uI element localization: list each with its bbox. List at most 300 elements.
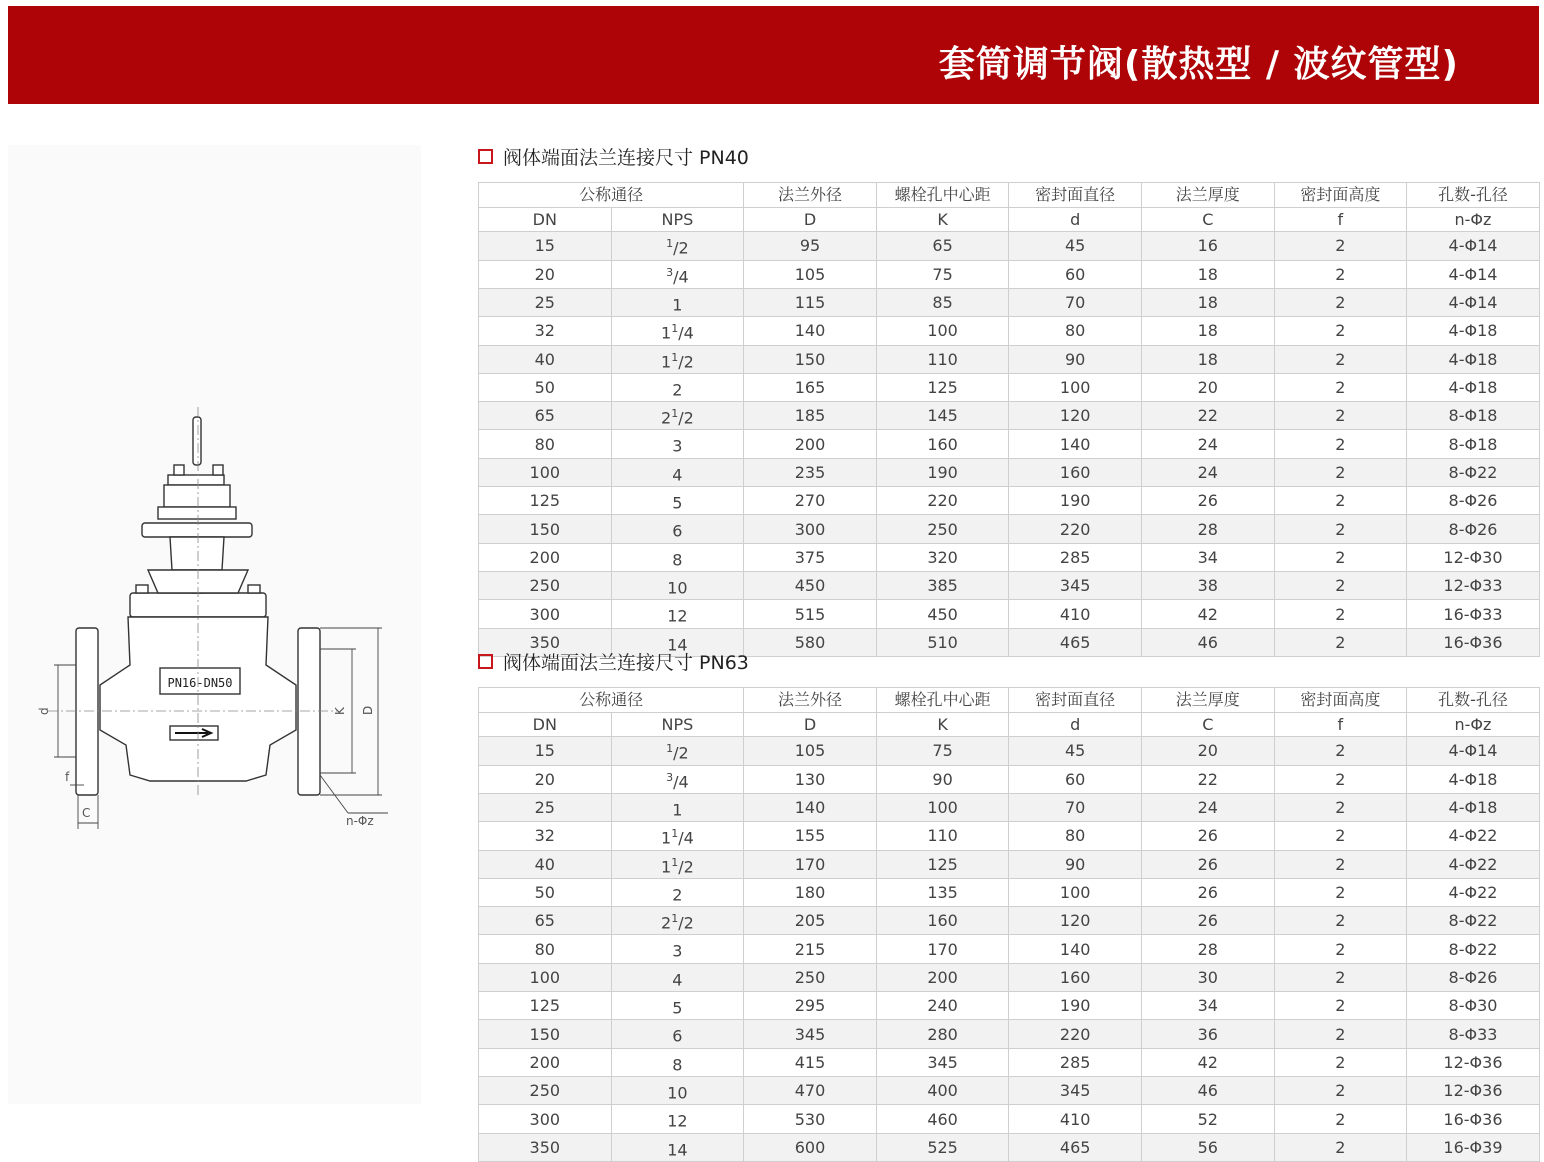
cell-nz: 4-Φ14 (1407, 260, 1540, 288)
cell-k: 65 (876, 232, 1009, 260)
cell-d: 205 (744, 907, 877, 935)
cell-nz: 4-Φ22 (1407, 822, 1540, 850)
cell-d: 345 (744, 1020, 877, 1048)
cell-dn: 200 (479, 1048, 612, 1076)
nps-numerator: 1 (671, 322, 679, 336)
header-cell: 螺栓孔中心距 (876, 688, 1009, 713)
cell-nz: 8-Φ33 (1407, 1020, 1540, 1048)
header-cell: C (1141, 207, 1274, 232)
cell-nps (611, 430, 744, 458)
nps-denominator: /2 (678, 351, 694, 371)
nps-whole: 12 (667, 1111, 688, 1131)
cell-c: 26 (1141, 907, 1274, 935)
cell-nz: 8-Φ22 (1407, 935, 1540, 963)
cell-nps (611, 765, 744, 793)
cell-f: 2 (1274, 515, 1407, 543)
cell-dn: 300 (479, 1105, 612, 1133)
cell-f: 2 (1274, 430, 1407, 458)
label-D: D (361, 705, 375, 715)
cell-nz: 8-Φ18 (1407, 430, 1540, 458)
nps-whole: 5 (672, 998, 683, 1018)
cell-f: 2 (1274, 822, 1407, 850)
nps-denominator: /2 (678, 913, 694, 933)
cell-d: 70 (1009, 288, 1142, 316)
cell-f: 2 (1274, 737, 1407, 765)
cell-c: 16 (1141, 232, 1274, 260)
cell-c: 22 (1141, 765, 1274, 793)
cell-f: 2 (1274, 543, 1407, 571)
cell-d: 415 (744, 1048, 877, 1076)
cell-nps (611, 963, 744, 991)
header-cell: 公称通径 (479, 688, 744, 713)
cell-f: 2 (1274, 1077, 1407, 1105)
header-cell: 孔数-孔径 (1407, 688, 1540, 713)
cell-k: 90 (876, 765, 1009, 793)
cell-f: 2 (1274, 963, 1407, 991)
label-holes: n-Φz (346, 814, 374, 828)
nps-numerator: 1 (671, 407, 679, 421)
cell-d: 410 (1009, 1105, 1142, 1133)
nps-numerator: 1 (671, 912, 679, 926)
cell-dn: 40 (479, 850, 612, 878)
cell-f: 2 (1274, 1133, 1407, 1161)
header-cell: 密封面直径 (1009, 183, 1142, 208)
cell-d: 150 (744, 345, 877, 373)
nps-numerator: 3 (666, 770, 674, 784)
cell-d: 90 (1009, 850, 1142, 878)
cell-nz: 8-Φ26 (1407, 963, 1540, 991)
cell-c: 18 (1141, 317, 1274, 345)
table-row (479, 1133, 1540, 1161)
checkbox-square-icon (478, 654, 493, 669)
cell-d: 530 (744, 1105, 877, 1133)
cell-dn: 25 (479, 793, 612, 821)
table-row (479, 487, 1540, 515)
nps-whole: 8 (672, 1055, 683, 1075)
checkbox-square-icon (478, 149, 493, 164)
nps-numerator: 1 (666, 237, 674, 251)
nps-numerator: 1 (671, 350, 679, 364)
cell-d: 215 (744, 935, 877, 963)
nps-whole: 2 (672, 885, 683, 905)
cell-k: 110 (876, 822, 1009, 850)
cell-d: 100 (1009, 373, 1142, 401)
nps-denominator: /2 (673, 743, 689, 763)
cell-nz: 4-Φ18 (1407, 317, 1540, 345)
cell-d: 600 (744, 1133, 877, 1161)
cell-d: 105 (744, 260, 877, 288)
cell-f: 2 (1274, 600, 1407, 628)
cell-d: 220 (1009, 515, 1142, 543)
header-cell: 密封面高度 (1274, 688, 1407, 713)
header-banner (8, 6, 1539, 104)
table-row (479, 963, 1540, 991)
cell-f: 2 (1274, 458, 1407, 486)
cell-nz: 8-Φ22 (1407, 458, 1540, 486)
header-cell: C (1141, 712, 1274, 737)
cell-nps (611, 515, 744, 543)
cell-f: 2 (1274, 260, 1407, 288)
cell-dn: 80 (479, 430, 612, 458)
cell-dn: 20 (479, 765, 612, 793)
cell-dn: 150 (479, 515, 612, 543)
header-cell: d (1009, 207, 1142, 232)
cell-nz: 12-Φ30 (1407, 543, 1540, 571)
table-row (479, 402, 1540, 430)
cell-c: 18 (1141, 260, 1274, 288)
header-cell: 法兰外径 (744, 183, 877, 208)
cell-d: 515 (744, 600, 877, 628)
cell-nps (611, 1048, 744, 1076)
cell-k: 320 (876, 543, 1009, 571)
cell-nps (611, 458, 744, 486)
cell-dn: 150 (479, 1020, 612, 1048)
cell-nps (611, 935, 744, 963)
header-cell: 法兰厚度 (1141, 688, 1274, 713)
nps-denominator: /4 (678, 323, 694, 343)
cell-c: 18 (1141, 345, 1274, 373)
cell-f: 2 (1274, 288, 1407, 316)
cell-nps (611, 992, 744, 1020)
cell-dn: 32 (479, 822, 612, 850)
cell-d: 155 (744, 822, 877, 850)
label-k: K (333, 707, 347, 715)
nps-whole: 10 (667, 578, 688, 598)
nps-numerator: 1 (671, 855, 679, 869)
cell-d: 190 (1009, 487, 1142, 515)
cell-d: 120 (1009, 402, 1142, 430)
cell-nps (611, 1105, 744, 1133)
cell-nps (611, 402, 744, 430)
cell-k: 145 (876, 402, 1009, 430)
cell-c: 18 (1141, 288, 1274, 316)
cell-nps (611, 345, 744, 373)
cell-f: 2 (1274, 765, 1407, 793)
cell-dn: 125 (479, 992, 612, 1020)
header-cell: n-Φz (1407, 207, 1540, 232)
cell-dn: 15 (479, 737, 612, 765)
cell-nz: 4-Φ14 (1407, 737, 1540, 765)
table-row (479, 288, 1540, 316)
cell-dn: 300 (479, 600, 612, 628)
header-cell: NPS (611, 712, 744, 737)
cell-d: 300 (744, 515, 877, 543)
cell-dn: 80 (479, 935, 612, 963)
valve-drawing (8, 145, 421, 1104)
cell-d: 285 (1009, 1048, 1142, 1076)
cell-f: 2 (1274, 907, 1407, 935)
cell-k: 125 (876, 850, 1009, 878)
cell-d: 140 (744, 317, 877, 345)
cell-c: 24 (1141, 458, 1274, 486)
cell-c: 20 (1141, 737, 1274, 765)
cell-k: 100 (876, 317, 1009, 345)
cell-dn: 350 (479, 628, 612, 656)
cell-d: 285 (1009, 543, 1142, 571)
cell-d: 90 (1009, 345, 1142, 373)
cell-d: 105 (744, 737, 877, 765)
cell-nz: 4-Φ14 (1407, 288, 1540, 316)
cell-d: 80 (1009, 317, 1142, 345)
cell-f: 2 (1274, 402, 1407, 430)
cell-d: 180 (744, 878, 877, 906)
cell-nps (611, 907, 744, 935)
cell-nz: 16-Φ36 (1407, 628, 1540, 656)
header-cell: 公称通径 (479, 183, 744, 208)
nps-whole: 8 (672, 550, 683, 570)
cell-k: 450 (876, 600, 1009, 628)
cell-dn: 100 (479, 963, 612, 991)
cell-k: 240 (876, 992, 1009, 1020)
cell-k: 345 (876, 1048, 1009, 1076)
table-row (479, 345, 1540, 373)
cell-d: 250 (744, 963, 877, 991)
cell-f: 2 (1274, 793, 1407, 821)
section-title-pn63 (478, 649, 749, 673)
cell-d: 120 (1009, 907, 1142, 935)
cell-c: 52 (1141, 1105, 1274, 1133)
cell-dn: 350 (479, 1133, 612, 1161)
cell-d: 160 (1009, 963, 1142, 991)
header-cell: DN (479, 712, 612, 737)
header-cell: n-Φz (1407, 712, 1540, 737)
cell-nz: 4-Φ18 (1407, 793, 1540, 821)
cell-d: 140 (1009, 935, 1142, 963)
table-row (479, 1020, 1540, 1048)
cell-d: 345 (1009, 1077, 1142, 1105)
cell-dn: 250 (479, 572, 612, 600)
table-row (479, 572, 1540, 600)
cell-d: 450 (744, 572, 877, 600)
cell-dn: 32 (479, 317, 612, 345)
cell-nz: 4-Φ14 (1407, 232, 1540, 260)
cell-k: 160 (876, 430, 1009, 458)
cell-k: 160 (876, 907, 1009, 935)
cell-c: 24 (1141, 430, 1274, 458)
nps-whole: 3 (672, 941, 683, 961)
cell-d: 270 (744, 487, 877, 515)
cell-f: 2 (1274, 1020, 1407, 1048)
cell-k: 460 (876, 1105, 1009, 1133)
cell-d: 185 (744, 402, 877, 430)
cell-c: 34 (1141, 992, 1274, 1020)
table-row (479, 600, 1540, 628)
cell-c: 36 (1141, 1020, 1274, 1048)
cell-d: 190 (1009, 992, 1142, 1020)
table-header-row (479, 712, 1540, 737)
cell-d: 235 (744, 458, 877, 486)
cell-nps (611, 878, 744, 906)
cell-nz: 16-Φ36 (1407, 1105, 1540, 1133)
cell-k: 75 (876, 737, 1009, 765)
cell-nps (611, 850, 744, 878)
cell-dn: 125 (479, 487, 612, 515)
bonnet-neck (170, 537, 224, 570)
cell-d: 115 (744, 288, 877, 316)
nps-whole: 1 (672, 800, 683, 820)
nps-numerator: 1 (666, 742, 674, 756)
section-title-pn40 (478, 144, 749, 168)
cell-nz: 8-Φ26 (1407, 487, 1540, 515)
cell-d: 410 (1009, 600, 1142, 628)
cell-k: 190 (876, 458, 1009, 486)
cell-d: 220 (1009, 1020, 1142, 1048)
cell-d: 60 (1009, 260, 1142, 288)
nps-whole: 2 (661, 913, 672, 933)
cell-d: 80 (1009, 822, 1142, 850)
header-cell: 孔数-孔径 (1407, 183, 1540, 208)
cell-c: 26 (1141, 487, 1274, 515)
header-cell: K (876, 712, 1009, 737)
cell-nz: 8-Φ26 (1407, 515, 1540, 543)
nps-whole: 6 (672, 521, 683, 541)
cell-d: 295 (744, 992, 877, 1020)
table-row (479, 1048, 1540, 1076)
cell-nz: 4-Φ18 (1407, 765, 1540, 793)
cell-nz: 12-Φ36 (1407, 1077, 1540, 1105)
cell-nps (611, 487, 744, 515)
table-row (479, 737, 1540, 765)
header-cell: d (1009, 712, 1142, 737)
table-row (479, 373, 1540, 401)
header-cell: K (876, 207, 1009, 232)
cell-k: 525 (876, 1133, 1009, 1161)
cell-d: 470 (744, 1077, 877, 1105)
section-title-text: 阀体端面法兰连接尺寸 PN63 (503, 651, 749, 674)
cell-dn: 40 (479, 345, 612, 373)
cell-d: 140 (1009, 430, 1142, 458)
cell-dn: 200 (479, 543, 612, 571)
cell-c: 26 (1141, 850, 1274, 878)
header-cell: f (1274, 207, 1407, 232)
yoke-top (168, 475, 224, 485)
cell-k: 170 (876, 935, 1009, 963)
page-title: 套筒调节阀(散热型 / 波纹管型) (938, 44, 1459, 85)
cell-f: 2 (1274, 572, 1407, 600)
cell-k: 125 (876, 373, 1009, 401)
cell-k: 85 (876, 288, 1009, 316)
table-row (479, 260, 1540, 288)
table-row (479, 992, 1540, 1020)
header-cell: 法兰外径 (744, 688, 877, 713)
header-cell: D (744, 712, 877, 737)
cell-c: 56 (1141, 1133, 1274, 1161)
valve-diagram-panel (8, 145, 421, 1104)
label-d: d (37, 707, 51, 715)
nps-denominator: /4 (673, 771, 689, 791)
cell-nps (611, 572, 744, 600)
cell-nps (611, 1020, 744, 1048)
table-row (479, 850, 1540, 878)
cell-c: 20 (1141, 373, 1274, 401)
cell-nps (611, 1133, 744, 1161)
cell-c: 28 (1141, 935, 1274, 963)
table-row (479, 458, 1540, 486)
table-header-row (479, 183, 1540, 208)
cell-dn: 50 (479, 373, 612, 401)
cell-dn: 25 (479, 288, 612, 316)
cell-c: 46 (1141, 628, 1274, 656)
cell-nps (611, 822, 744, 850)
nps-whole: 2 (672, 380, 683, 400)
cell-nps (611, 232, 744, 260)
right-flange (298, 628, 320, 795)
cell-dn: 250 (479, 1077, 612, 1105)
cell-c: 26 (1141, 822, 1274, 850)
nps-whole: 3 (672, 436, 683, 456)
header-cell: f (1274, 712, 1407, 737)
cell-c: 42 (1141, 600, 1274, 628)
yoke-body (164, 485, 230, 507)
nps-denominator: /2 (678, 408, 694, 428)
cell-d: 580 (744, 628, 877, 656)
cell-d: 345 (1009, 572, 1142, 600)
cell-c: 34 (1141, 543, 1274, 571)
cell-f: 2 (1274, 850, 1407, 878)
section-title-text: 阀体端面法兰连接尺寸 PN40 (503, 146, 749, 169)
cell-f: 2 (1274, 487, 1407, 515)
valve-stem (193, 417, 201, 465)
nameplate-text: PN16-DN50 (167, 676, 233, 690)
cell-nps (611, 373, 744, 401)
cell-f: 2 (1274, 935, 1407, 963)
cell-nz: 8-Φ30 (1407, 992, 1540, 1020)
header-cell: 法兰厚度 (1141, 183, 1274, 208)
cell-d: 165 (744, 373, 877, 401)
cell-nps (611, 317, 744, 345)
nps-denominator: /4 (678, 828, 694, 848)
header-cell: NPS (611, 207, 744, 232)
header-cell: 螺栓孔中心距 (876, 183, 1009, 208)
cell-nps (611, 260, 744, 288)
nps-whole: 1 (661, 351, 672, 371)
cell-c: 42 (1141, 1048, 1274, 1076)
cell-nz: 16-Φ33 (1407, 600, 1540, 628)
nps-whole: 1 (661, 856, 672, 876)
cell-k: 280 (876, 1020, 1009, 1048)
nps-whole: 14 (667, 635, 688, 655)
nps-whole: 2 (661, 408, 672, 428)
cell-f: 2 (1274, 1105, 1407, 1133)
cell-d: 95 (744, 232, 877, 260)
cell-f: 2 (1274, 992, 1407, 1020)
bonnet-flange (142, 523, 252, 537)
cell-k: 135 (876, 878, 1009, 906)
table-row (479, 317, 1540, 345)
table-row (479, 935, 1540, 963)
cell-nps (611, 600, 744, 628)
table-header-row (479, 207, 1540, 232)
cell-d: 465 (1009, 1133, 1142, 1161)
table-row (479, 543, 1540, 571)
left-flange (76, 628, 98, 795)
table-row (479, 878, 1540, 906)
cell-d: 100 (1009, 878, 1142, 906)
cell-d: 130 (744, 765, 877, 793)
cell-nps (611, 737, 744, 765)
cell-c: 30 (1141, 963, 1274, 991)
cell-k: 200 (876, 963, 1009, 991)
cell-d: 140 (744, 793, 877, 821)
nps-denominator: /2 (678, 856, 694, 876)
cell-dn: 65 (479, 402, 612, 430)
cell-dn: 20 (479, 260, 612, 288)
nps-whole: 1 (672, 295, 683, 315)
nps-numerator: 1 (671, 827, 679, 841)
cell-nz: 4-Φ18 (1407, 345, 1540, 373)
nps-denominator: /4 (673, 266, 689, 286)
header-cell: 密封面高度 (1274, 183, 1407, 208)
